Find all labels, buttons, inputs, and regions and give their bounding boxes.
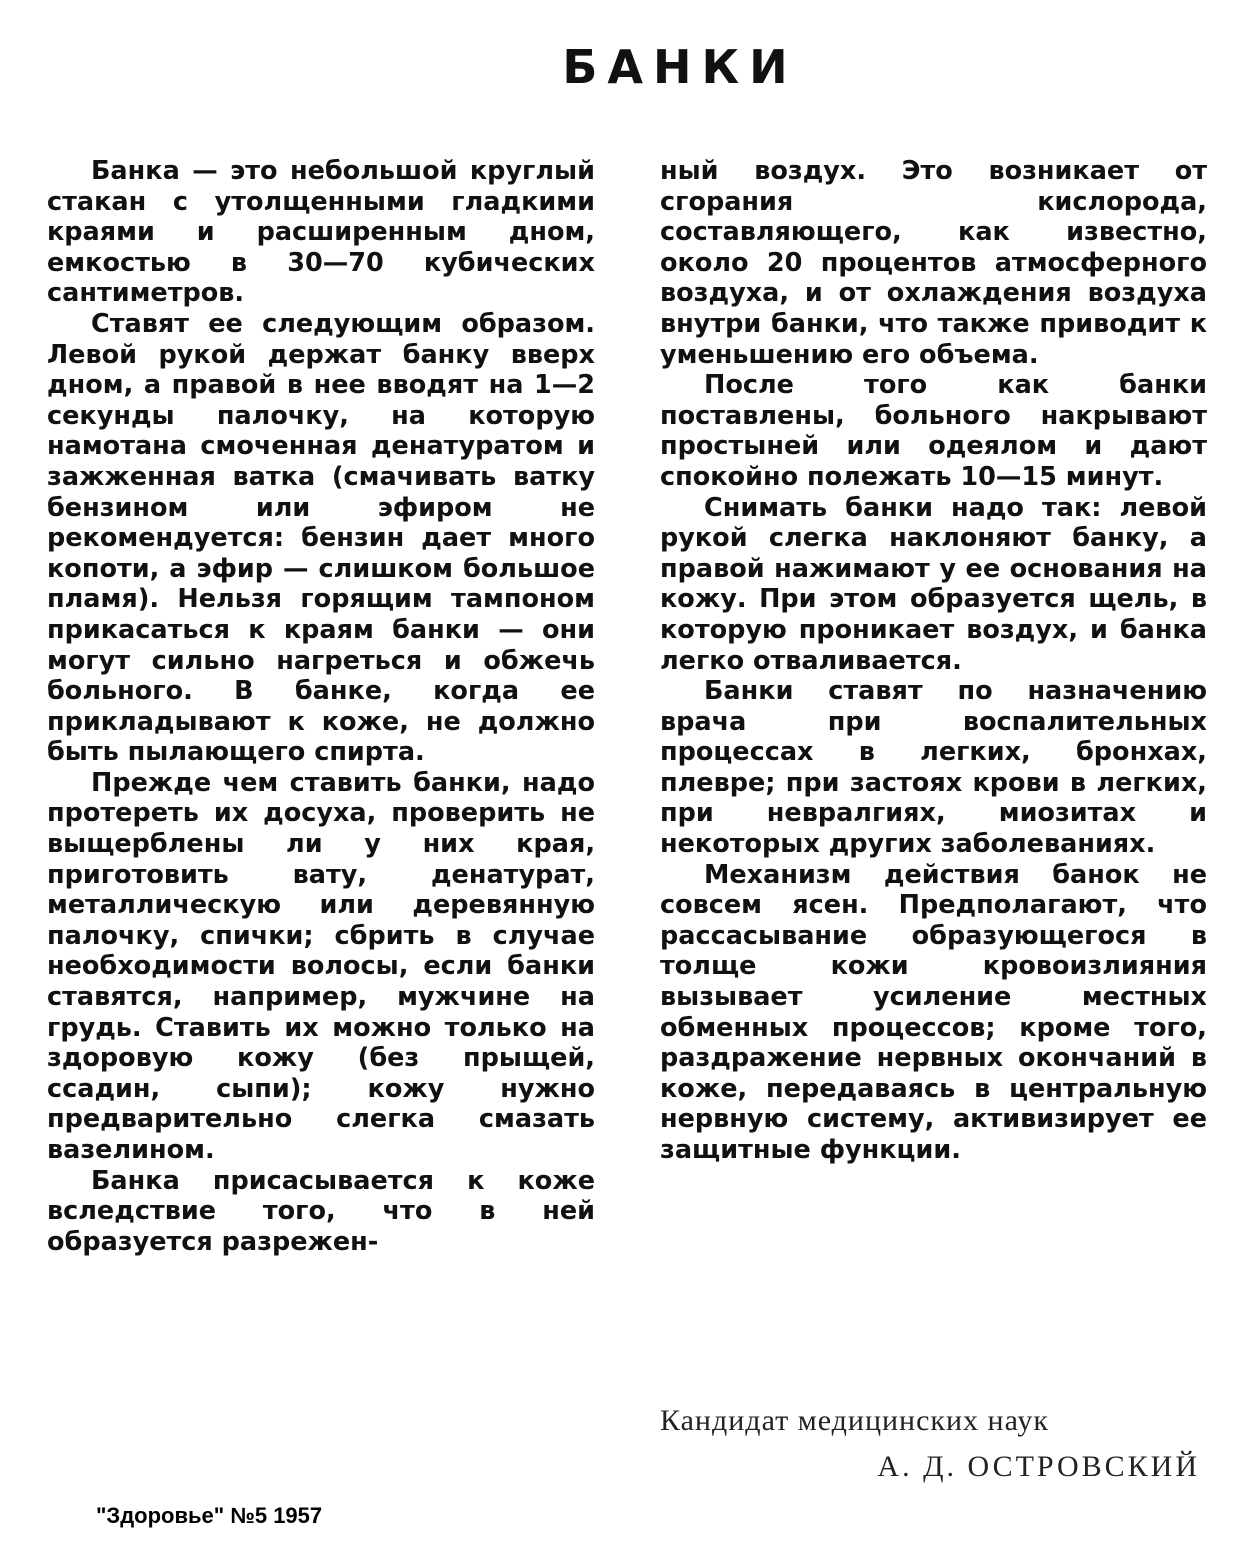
paragraph: Банка — это небольшой круглый стакан с утолщенными гладкими краями и расширенным дном, емкостью в 30—70 кубических сантиметров. (47, 156, 595, 309)
paragraph: ный воздух. Это возникает от сгорания кислорода, составляющего, как известно, около 20 процентов атмосферного воздуха, и от охлаждения воздуха внутри банки, что также приводит к уменьшению его объема. (660, 156, 1207, 370)
paragraph: Банка присасывается к коже вследствие того, что в ней образуется разрежен- (47, 1165, 595, 1257)
paragraph: Банки ставят по назначению врача при воспалительных процессах в легких, бронхах, плевре; при застоях крови в легких, при невралгиях, миозитах и некоторых других заболеваниях. (660, 676, 1207, 860)
author-role: Кандидат медицинских наук (660, 1404, 1049, 1437)
article-column-left (47, 156, 595, 1257)
paragraph: Снимать банки надо так: левой рукой слегка наклоняют банку, а правой нажимают у ее основания на кожу. При этом образуется щель, в которую проникает воздух, и банка легко отваливается. (660, 492, 1207, 676)
source-caption: "Здоровье" №5 1957 (96, 1503, 323, 1528)
article-title: БАНКИ (562, 40, 798, 94)
paragraph: Механизм действия банок не совсем ясен. Предполагают, что рассасывание образующегося в толще кожи кровоизлияния вызывает усиление местных обменных процессов; кроме того, раздражение нервных окончаний в коже, передаваясь в центральную нервную систему, активизирует ее защитные функции. (660, 859, 1207, 1165)
article-column-right (660, 156, 1207, 1166)
paragraph: Прежде чем ставить банки, надо протереть их досуха, проверить не выщерблены ли у них края, приготовить вату, денатурат, металлическую или деревянную палочку, спички; сбрить в случае необходимости волосы, если банки ставятся, например, мужчине на грудь. Ставить их можно только на здоровую кожу (без прыщей, ссадин, сыпи); кожу нужно предварительно слегка смазать вазелином. (47, 767, 595, 1165)
author-name: А. Д. ОСТРОВСКИЙ (877, 1450, 1200, 1483)
paragraph: После того как банки поставлены, больного накрывают простыней или одеялом и дают спокойно полежать 10—15 минут. (660, 370, 1207, 492)
paragraph: Ставят ее следующим образом. Левой рукой держат банку вверх дном, а правой в нее вводят на 1—2 секунды палочку, на которую намотана смоченная денатуратом и зажженная ватка (смачивать ватку бензином или эфиром не рекомендуется: бензин дает много копоти, а эфир — слишком большое пламя). Нельзя горящим тампоном прикасаться к краям банки — они могут сильно нагреться и обжечь больного. В банке, когда ее прикладывают к коже, не должно быть пылающего спирта. (47, 308, 595, 768)
